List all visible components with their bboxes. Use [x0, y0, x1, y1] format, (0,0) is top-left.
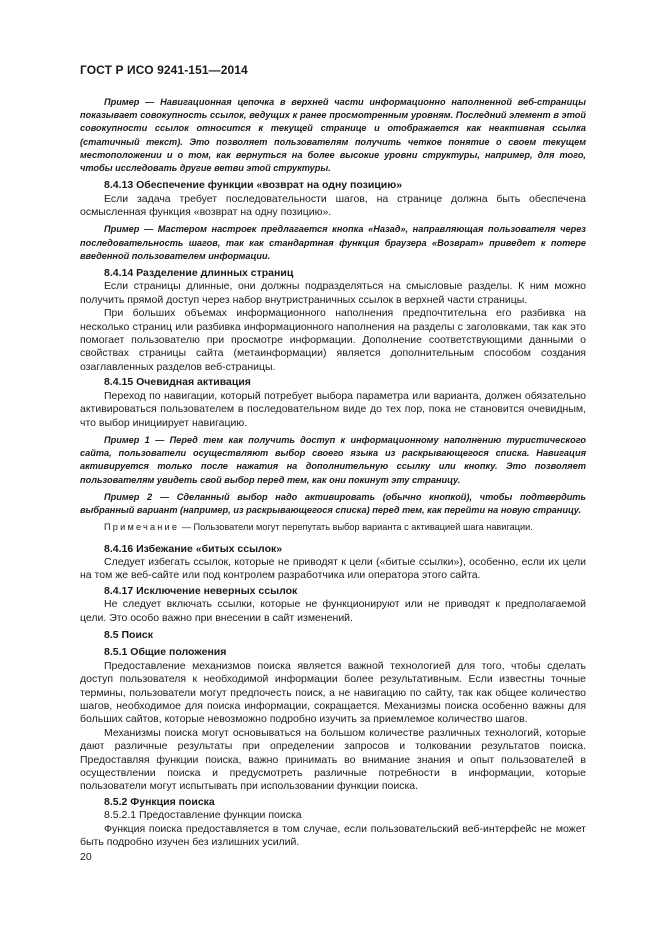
section-heading: 8.4.13 Обеспечение функции «возврат на одну позицию»: [104, 179, 403, 192]
page-number: 20: [80, 851, 92, 863]
body-paragraph: Если задача требует последовательности шагов, на странице должна быть обеспечена осмысленная функция «возврат на одну позицию».: [80, 192, 586, 219]
subsection-heading: 8.5.2.1 Предоставление функции поиска: [104, 809, 302, 822]
section-heading: 8.4.16 Избежание «битых ссылок»: [104, 542, 283, 555]
body-paragraph: Переход по навигации, который потребует выбора параметра или варианта, должен обязательно активироваться пользователем в последовательном виде до тех пор, пока не становится очевидным, что выбор инициирует навигацию.: [80, 389, 586, 429]
page-header: ГОСТ Р ИСО 9241-151—2014: [80, 63, 248, 77]
body-paragraph: Механизмы поиска могут основываться на большом количестве различных технологий, которые дают различные результаты при определении запросов и толковании результатов поиска. Предоставляя функции поиска, важно принимать во внимание знания и опыт пользователей в осуществлении поиска и предусмотреть различные потребности в информации, которые пользователи могут испытывать при использовании функции поиска.: [80, 726, 586, 793]
body-paragraph: Не следует включать ссылки, которые не функционируют или не приводят к предполагаемой цели. Это особо важно при внесении в сайт изменений.: [80, 598, 586, 624]
example-paragraph: Пример — Мастером настроек предлагается кнопка «Назад», направляющая пользователя через последовательность шагов, так как стандартная функция браузера «Возврат» приведет к потере введенной пользователем информации.: [80, 224, 586, 261]
note-label: Примечание: [104, 522, 180, 533]
section-heading: 8.4.14 Разделение длинных страниц: [104, 267, 294, 280]
body-paragraph: Следует избегать ссылок, которые не приводят к цели («битые ссылки»), особенно, если их цели на том же веб-сайте или под контролем разработчика или оператора этого сайта.: [80, 555, 586, 582]
example-paragraph: Пример 1 — Перед тем как получить доступ к информационному наполнению туристического сайта, пользователи осуществляют выбор своего языка из раскрывающегося списка. Навигация активируется только после нажатия на дополнительную ссылку или кнопку. Это позволяет пользователям увидеть свой выбор перед тем, как они покинут эту страницу.: [80, 434, 586, 485]
body-paragraph: Функция поиска предоставляется в том случае, если пользовательский веб-интерфейс не может быть подробно изучен без излишних усилий.: [80, 822, 586, 849]
page-content: [80, 96, 586, 849]
example-paragraph: Пример 2 — Сделанный выбор надо активировать (обычно кнопкой), чтобы подтвердить выбранный вариант (например, из раскрывающегося списка) перед тем, как перейти на новую страницу.: [80, 491, 586, 515]
section-heading: 8.5.1 Общие положения: [104, 646, 227, 659]
body-paragraph: При больших объемах информационного наполнения предпочтительна его разбивка на несколько страниц или разбивка информационного наполнения на разделы с заголовками, так как это помогает пользователю при просмотре информации. Дополнение соответствующими данными о свойствах страницы сайта (метаинформации) является дополнительным способом создания озаглавленных разделов веб-страницы.: [80, 307, 586, 373]
note-text: — Пользователи могут перепутать выбор варианта с активацией шага навигации.: [179, 522, 533, 533]
section-heading: 8.4.17 Исключение неверных ссылок: [104, 584, 298, 597]
example-paragraph: Пример — Навигационная цепочка в верхней части информационно наполненной веб-страницы показывает совокупность ссылок, ведущих к ранее просмотренным уровням. Последний элемент в этой совокупности ссылок относится к текущей странице и отображается как неактивная ссылка (статичный текст). Это позволяет пользователям получить четкое понятие о своем текущем местоположении и о том, как вернуться на более высокие уровни структуры, например, для того, чтобы исследовать другие ветви этой структуры.: [80, 97, 586, 174]
body-paragraph: Если страницы длинные, они должны подразделяться на смысловые разделы. К ним можно получить прямой доступ через набор внутристраничных ссылок в верхней части страницы.: [80, 280, 586, 306]
body-paragraph: Предоставление механизмов поиска является важной технологией для того, чтобы сделать доступ пользователя к необходимой информации более результативным. Если известны точные термины, пользователи могут предпочесть поиск, а не навигацию по сайту, так как общее количество шагов, необходимое для поиска информации, сокращается. Механизмы поиска особенно важны для больших сайтов, которые невозможно подробно изучить за приемлемое количество шагов.: [80, 659, 586, 726]
note-paragraph: [80, 521, 586, 534]
section-heading: 8.5.2 Функция поиска: [104, 795, 215, 808]
section-heading: 8.4.15 Очевидная активация: [104, 376, 251, 389]
section-heading: 8.5 Поиск: [104, 628, 154, 641]
